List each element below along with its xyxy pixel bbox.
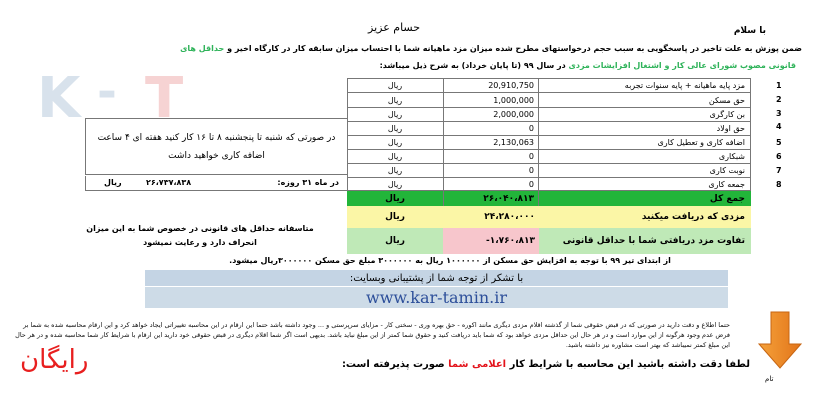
row-value: 0 [443,178,539,190]
row-unit: ریال [387,95,403,105]
row-number: 7 [776,166,782,175]
month-unit: ریال [104,178,122,187]
row-unit: ریال [387,80,403,90]
intro-line-2-highlight: قانونی مصوب شورای عالی کار و اشتغال افزایشات مزدی [568,61,796,70]
disclaimer-bold-highlight: اعلامی شما [448,359,507,370]
logo-letter-k: K [37,66,81,131]
row-unit: ریال [387,124,403,133]
row-value: 20,910,750 [443,78,539,92]
row-label: شبکاری [718,152,745,161]
logo-letter-t: T [145,66,184,131]
table-row [347,93,751,108]
row-label: حق مسکن [708,95,745,105]
table-row [347,150,751,164]
table-row [347,136,751,150]
difference-label: تفاوت مزد دریافتی شما با حداقل قانونی [539,228,751,254]
month-value: ۲۶،۷۳۷،۸۳۸ [146,178,192,187]
disclaimer-bold-suffix: صورت پذیرفته است: [341,359,445,370]
row-label: نوبت کاری [709,166,745,175]
disclaimer-text: حتما اطلاع و دقت دارید در صورتی که در قبض حقوقی شما از گذشته اقلام مزدی دیگری مانند اکوره - حق بهره وری - سختی کار - مزایای سرپرستی و ... وجود داشته باشد حتما این ارقام در این محاسبه تغییراتی ایجاد خواهد کرد و این ارقام محاسبه شده به شما بر فرض عدم وجود هرگونه از این موارد است و در هر حال این حداقل مزدی خواهد بود که شما باید دریافت کنید و حقوق شما کمتر از این مبلغ نباید باشد. بدیهی است اگر شما اقلام دیگری در قبض حقوقی خود دارید این ارقام با شرایط کار شما محاسبه شده و در هر حال این مبلغ کمتر نمیباشد که بهتر است مشاوره نیز داشته باشید. [15,321,730,349]
row-value: 0 [443,122,539,135]
row-label: اضافه کاری و تعطیل کاری [657,138,745,147]
difference-unit: ریال [347,228,443,254]
row-unit: ریال [387,152,403,161]
row-label: بن کارگری [709,110,745,119]
row-unit: ریال [387,110,403,119]
row-label: جمعه کاری [708,179,745,189]
overtime-note: در صورتی که شنبه تا پنجشنبه ۸ تا ۱۶ کار کنید هفته ای ۴ ساعت اضافه کاری خواهید داشت [85,118,347,175]
difference-value: -۱،۷۶۰،۸۱۳ [443,228,539,254]
month-label: در ماه ۳۱ روزه: [277,178,339,187]
disclaimer-bold-prefix: لطفا دقت داشته باشید این محاسبه با شرایط کار [509,359,750,370]
support-banner [145,270,728,308]
difference-row [347,228,751,254]
row-unit: ریال [387,179,403,189]
signature: تام [765,375,774,383]
table-row [347,122,751,136]
received-value: ۲۴،۲۸۰،۰۰۰ [484,212,535,222]
intro-line-1-text: ضمن پوزش به علت تاخیر در پاسخگویی به سبب حجم درخواستهای مطرح شده میزان مزد ماهیانه شما با احتساب میزان سابقه کار در کارگاه اخیر و [227,44,802,53]
free-label: رایگان [20,345,89,375]
received-unit: ریال [385,212,405,222]
banner-thanks: با تشکر از توجه شما از پشتیبانی وبسایت: [145,270,728,286]
row-number: 4 [776,122,782,131]
row-number: 3 [776,109,782,118]
logo-dash: - [97,64,117,120]
row-number: 6 [776,152,782,161]
month-31-box [85,176,347,191]
row-value: 1,000,000 [443,93,539,107]
row-unit: ریال [387,166,403,175]
row-label: حق اولاد [716,124,745,133]
row-number: 8 [776,180,782,189]
row-number: 1 [776,81,782,90]
table-row [347,78,751,93]
housing-note: از ابتدای تیر ۹۹ با توجه به افزایش حق مسکن از ۱۰۰۰۰۰۰ ریال به ۳۰۰۰۰۰۰ مبلغ حق مسکن ۳۰۰۰۰۰۰ریال میشود. [229,256,671,265]
total-value: ۲۶،۰۴۰،۸۱۳ [443,191,539,206]
table-row [347,108,751,122]
kt-logo [35,64,195,131]
website-link[interactable]: www.kar-tamin.ir [145,287,728,308]
total-label: جمع کل [709,193,745,204]
row-value: 2,000,000 [443,108,539,121]
recipient-name: حسام عزیز [368,21,421,34]
table-row [347,178,751,191]
down-arrow-icon [757,310,803,370]
row-number: 5 [776,138,782,147]
intro-line-2 [196,61,796,70]
legal-deviation-note: متاسفانه حداقل های قانونی در خصوص شما به این میزان انحراف دارد و رعایت نمیشود [86,224,314,247]
row-value: 0 [443,150,539,163]
disclaimer-bold [175,359,750,370]
received-wage-row [347,206,751,228]
total-unit: ریال [385,193,405,204]
intro-line-1-highlight: حداقل های [180,44,225,53]
row-label: مزد پایه ماهیانه + پایه سنوات تجربه [624,80,745,90]
row-unit: ریال [387,138,403,147]
greeting: با سلام [733,26,766,36]
row-value: 0 [443,164,539,177]
table-row [347,164,751,178]
row-value: 2,130,063 [443,136,539,149]
received-label: مزدی که دریافت میکنید [641,212,745,222]
intro-line-1 [12,44,802,53]
intro-line-2-text: در سال ۹۹ (تا پایان خرداد) به شرح ذیل میباشد: [379,61,566,70]
row-number: 2 [776,95,782,104]
